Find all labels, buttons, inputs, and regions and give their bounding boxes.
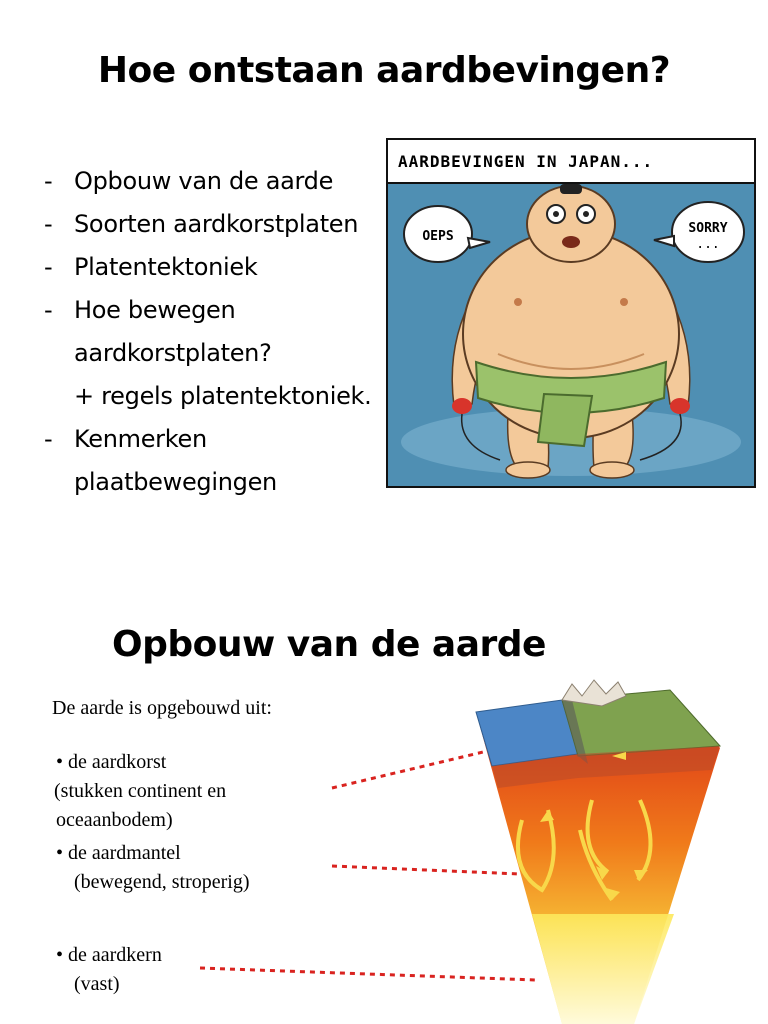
layer-core-label: • de aardkern (56, 944, 162, 966)
list-item-text: plaatbewegingen (74, 468, 277, 496)
slide-1-title: Hoe ontstaan aardbevingen? (97, 50, 671, 91)
cartoon-caption: AARDBEVINGEN IN JAPAN... (388, 140, 754, 184)
layer-mantle-label: • de aardmantel (56, 842, 181, 864)
bubble-oeps: OEPS (422, 229, 454, 244)
list-item (56, 748, 226, 835)
list-item-text: aardkorstplaten? (74, 339, 272, 367)
intro-text: De aarde is opgebouwd uit: (52, 697, 272, 719)
bullet-dash: - (44, 253, 53, 281)
list-item-text: + regels platentektoniek. (74, 382, 372, 410)
list-item (44, 246, 394, 289)
bullet-dash: - (44, 167, 53, 195)
layer-core-desc: (vast) (74, 973, 120, 995)
list-item-text: Soorten aardkorstplaten (74, 210, 359, 238)
topic-list (44, 160, 394, 504)
list-item-text: Kenmerken (74, 425, 207, 453)
list-item (44, 418, 394, 504)
list-item (44, 289, 394, 418)
layer-crust-desc: (stukken continent en (54, 780, 227, 802)
list-item (44, 203, 394, 246)
list-item (56, 839, 250, 897)
sumo-wrestler-illustration (388, 184, 754, 486)
oceanic-crust (476, 700, 578, 766)
sumo-cartoon (386, 138, 756, 488)
layer-crust-desc: oceaanbodem) (56, 809, 173, 831)
list-item (44, 160, 394, 203)
list-item (56, 941, 162, 999)
layer-crust-label: • de aardkorst (56, 751, 167, 773)
slide-2-title: Opbouw van de aarde (112, 624, 546, 665)
bubble-sorry: SORRY (688, 221, 728, 236)
list-item-text: Platentektoniek (74, 253, 258, 281)
list-item-text: Hoe bewegen (74, 296, 236, 324)
bullet-dash: - (44, 296, 53, 324)
earth-cross-section (412, 660, 768, 1024)
layer-mantle-desc: (bewegend, stroperig) (74, 871, 250, 893)
bubble-sorry-dots: ... (696, 237, 720, 252)
bullet-dash: - (44, 210, 53, 238)
list-item-text: Opbouw van de aarde (74, 167, 334, 195)
core-layer (532, 914, 674, 1024)
bullet-dash: - (44, 425, 53, 453)
